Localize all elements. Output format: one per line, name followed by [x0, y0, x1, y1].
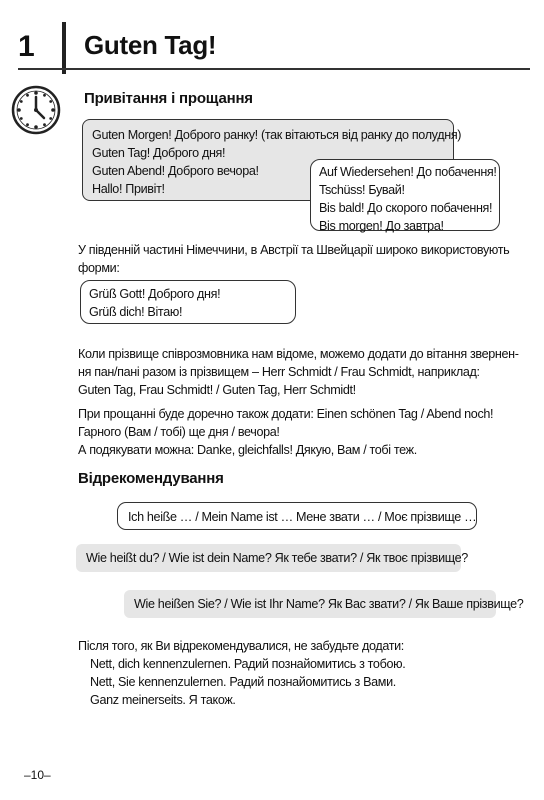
paragraph-south-germany — [78, 241, 510, 277]
paragraph-line: При прощанні буде доречно також додати: Einen schönen Tag / Abend noch! — [78, 407, 494, 421]
paragraph-line: Guten Tag, Frau Schmidt! / Guten Tag, Herr Schmidt! — [78, 383, 356, 397]
paragraph-line: Коли прізвище співрозмовника нам відоме, можемо додати до вітання звернен- — [78, 347, 519, 361]
paragraph-farewell — [78, 405, 503, 459]
header-divider-bar — [62, 22, 66, 74]
phrase-line: Nett, Sie kennenzulernen. Радий познайомитись з Вами. — [90, 675, 396, 689]
farewell-line: Auf Wiedersehen! До побачення! — [319, 165, 497, 179]
greeting-line: Hallo! Привіт! — [92, 182, 165, 196]
south-greeting-line: Grüß Gott! Доброго дня! — [89, 287, 221, 301]
paragraph-after-introduction — [78, 637, 498, 709]
intro-phrase-box: Wie heißen Sie? / Wie ist Ihr Name? Як Вас звати? / Як Ваше прізвище? — [124, 590, 496, 618]
paragraph-line: форми: — [78, 261, 120, 275]
paragraph-line: Гарного (Вам / тобі) ще дня / вечора! — [78, 425, 280, 439]
intro-phrase-box: Wie heißt du? / Wie ist dein Name? Як тебе звати? / Як твоє прізвище? — [76, 544, 461, 572]
section-title-introduction: Відрекомендування — [78, 470, 224, 487]
paragraph-surname — [78, 345, 519, 399]
greeting-line: Guten Abend! Доброго вечора! — [92, 164, 259, 178]
greeting-line: Guten Tag! Доброго дня! — [92, 146, 226, 160]
farewell-line: Bis morgen! До завтра! — [319, 219, 444, 233]
greeting-line: Guten Morgen! Доброго ранку! (так вітаються від ранку до полудня) — [92, 128, 462, 142]
paragraph-line: У південній частині Німеччини, в Австрії та Швейцарії широко використовують — [78, 243, 510, 257]
farewells-box — [310, 159, 500, 231]
section-title-greetings: Привітання і прощання — [84, 90, 253, 107]
intro-phrase-box: Ich heiße … / Mein Name ist … Мене звати … / Моє прізвище … — [117, 502, 477, 530]
farewell-line: Tschüss! Бувай! — [319, 183, 405, 197]
paragraph-line: А подякувати можна: Danke, gleichfalls! Дякую, Вам / тобі теж. — [78, 443, 417, 457]
page-number: –10– — [24, 768, 51, 782]
south-greetings-box — [80, 280, 296, 324]
phrase-line: Ganz meinerseits. Я також. — [90, 693, 236, 707]
farewell-line: Bis bald! До скорого побачення! — [319, 201, 493, 215]
south-greeting-line: Grüß dich! Вітаю! — [89, 305, 183, 319]
clock-icon — [10, 84, 62, 136]
paragraph-line: Після того, як Ви відрекомендувалися, не забудьте додати: — [78, 639, 404, 653]
paragraph-line: ня пан/пані разом із прізвищем – Herr Schmidt / Frau Schmidt, наприклад: — [78, 365, 480, 379]
chapter-title: Guten Tag! — [84, 30, 217, 60]
chapter-number: 1 — [18, 30, 35, 63]
header-rule — [18, 68, 530, 70]
phrase-line: Nett, dich kennenzulernen. Радий познайомитись з тобою. — [90, 657, 406, 671]
